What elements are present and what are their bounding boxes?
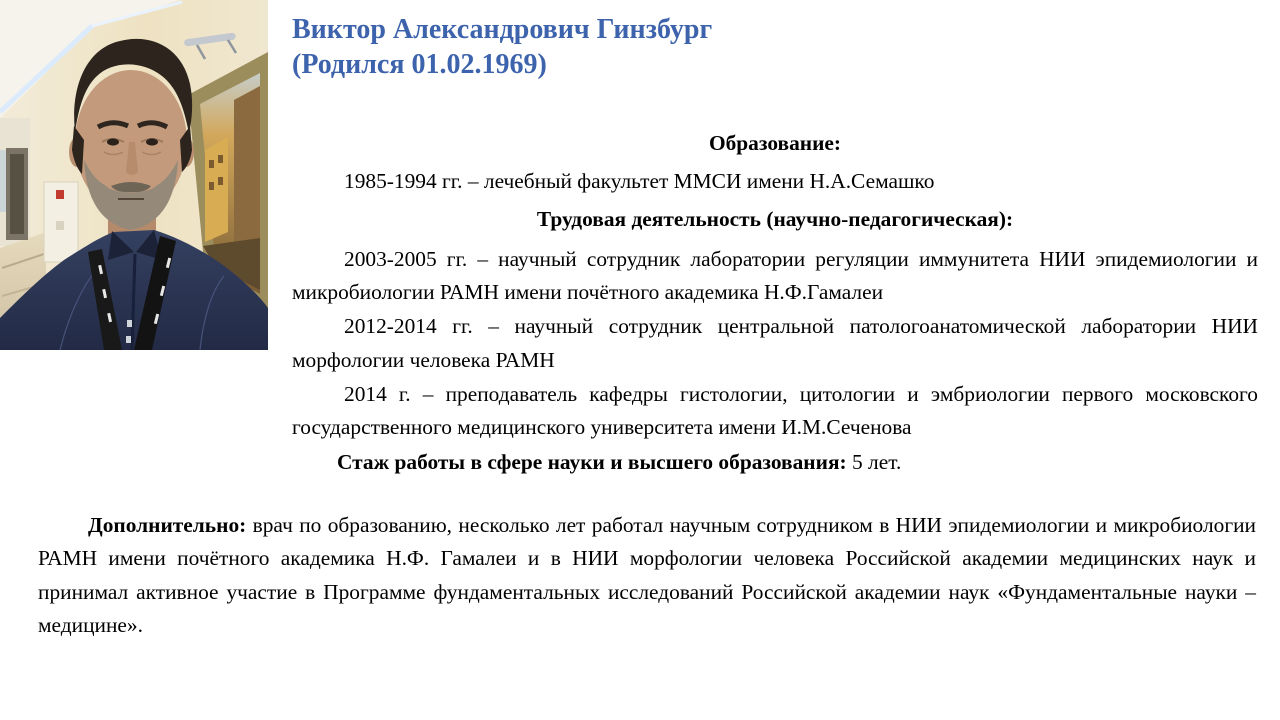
bio-section [292, 127, 1258, 479]
experience-line [292, 446, 1258, 479]
fire-alarm-box [56, 190, 64, 199]
additional-section [38, 509, 1256, 642]
portrait-photo [0, 0, 268, 350]
education-heading: Образование: [708, 131, 842, 155]
career-heading: Трудовая деятельность (научно-педагогическая): [536, 206, 1014, 231]
portrait-selfie-photo [0, 0, 268, 350]
page-title [292, 12, 1232, 82]
career-entry: 2003-2005 гг. – научный сотрудник лаборатории регуляции иммунитета НИИ эпидемиологии и микробиологии РАМН имени почётного академика Н.Ф.Гамалеи [292, 246, 1258, 305]
additional-text: врач по образованию, несколько лет работал научным сотрудником в НИИ эпидемиологии и микробиологии РАМН имени почётного академика Н.Ф. Гамалеи и в НИИ морфологии человека Российской академии медицинских наук и принимал активное участие в Программе фундаментальных исследований Российской академии наук «Фундаментальные науки – медицине». [38, 513, 1256, 637]
title-line-2: (Родился 01.02.1969) [292, 49, 547, 80]
experience-label: Стаж работы в сфере науки и высшего образования: [337, 449, 847, 474]
title-line-1: Виктор Александрович Гинзбург [292, 14, 713, 45]
experience-value: 5 лет. [846, 449, 902, 474]
additional-label: Дополнительно: [88, 513, 247, 537]
education-entry: 1985-1994 гг. – лечебный факультет ММСИ имени Н.А.Семашко [344, 169, 935, 194]
career-entry: 2014 г. – преподаватель кафедры гистологии, цитологии и эмбриологии первого московского государственного медицинского университета имени И.М.Сеченова [292, 382, 1258, 440]
career-entry: 2012-2014 гг. – научный сотрудник центральной патологоанатомической лаборатории НИИ морфологии человека РАМН [292, 314, 1258, 372]
